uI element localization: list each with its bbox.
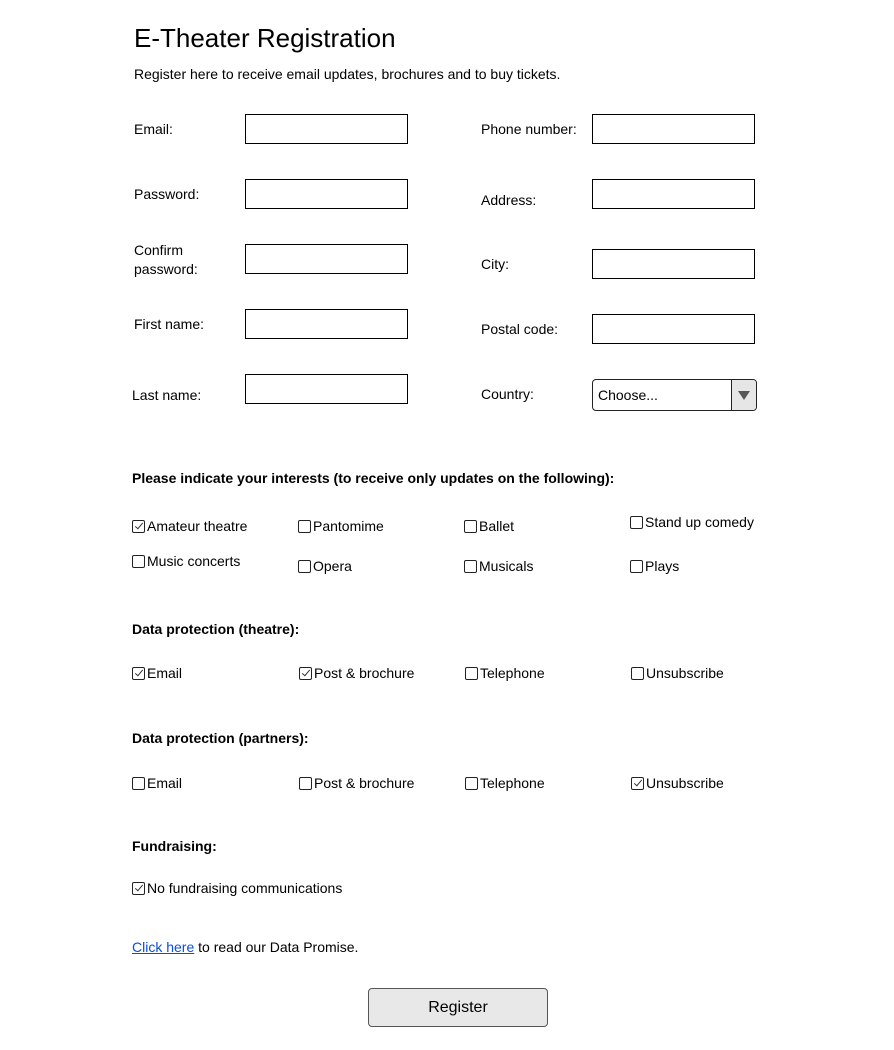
- data-promise-text: [132, 939, 358, 956]
- fundraising-heading: Fundraising:: [132, 838, 217, 854]
- last-name-field[interactable]: [245, 374, 408, 404]
- checkbox-label: No fundraising communications: [147, 880, 343, 896]
- checkbox-box[interactable]: [630, 560, 643, 573]
- password-label: Password:: [134, 186, 200, 202]
- interests-heading: Please indicate your interests (to receive only updates on the following):: [132, 470, 615, 486]
- confirm-password-label: Confirm password:: [134, 242, 198, 277]
- checkbox-label: Email: [147, 665, 183, 681]
- postal-code-label: Postal code:: [481, 321, 559, 337]
- checkbox-label: Opera: [313, 558, 352, 574]
- country-label: Country:: [481, 386, 534, 402]
- page-title: E-Theater Registration: [134, 23, 396, 53]
- interests-checkbox-1[interactable]: [298, 518, 384, 535]
- interests-checkbox-0[interactable]: [132, 518, 247, 535]
- checkbox-box[interactable]: [132, 520, 145, 533]
- checkbox-label: Telephone: [480, 665, 545, 681]
- checkbox-box[interactable]: [299, 667, 312, 680]
- confirm-password-field[interactable]: [245, 244, 408, 274]
- email-label: Email:: [134, 121, 173, 137]
- checkbox-label: Music concerts: [147, 553, 241, 569]
- checkbox-box[interactable]: [132, 667, 145, 680]
- checkbox-label: Unsubscribe: [646, 665, 724, 681]
- interests-checkbox-4[interactable]: [132, 553, 240, 570]
- fundraising-checkbox-0[interactable]: [132, 880, 342, 897]
- interests-checkbox-5[interactable]: [298, 558, 352, 575]
- address-field[interactable]: [592, 179, 755, 209]
- checkbox-label: Email: [147, 775, 183, 791]
- checkbox-label: Amateur theatre: [147, 518, 248, 534]
- address-label: Address:: [481, 192, 537, 208]
- data-protection-partners-heading: Data protection (partners):: [132, 730, 309, 746]
- data-protection-theatre-heading: Data protection (theatre):: [132, 621, 300, 637]
- checkbox-box[interactable]: [631, 667, 644, 680]
- checkbox-label: Plays: [645, 558, 680, 574]
- checkbox-box[interactable]: [299, 777, 312, 790]
- checkbox-box[interactable]: [298, 560, 311, 573]
- data-promise-link[interactable]: Click here: [132, 939, 195, 955]
- data-protection-theatre-checkbox-3[interactable]: [631, 665, 724, 682]
- checkbox-box[interactable]: [465, 667, 478, 680]
- checkbox-box[interactable]: [132, 555, 145, 568]
- checkbox-label: Post & brochure: [314, 775, 415, 791]
- data-protection-partners-checkbox-3[interactable]: [631, 775, 724, 792]
- checkbox-label: Stand up comedy: [645, 514, 754, 530]
- checkbox-box[interactable]: [298, 520, 311, 533]
- country-select[interactable]: [592, 379, 757, 411]
- checkbox-label: Unsubscribe: [646, 775, 724, 791]
- page-subtitle: Register here to receive email updates, brochures and to buy tickets.: [134, 66, 561, 82]
- data-promise-suffix: to read our Data Promise.: [198, 939, 359, 955]
- city-field[interactable]: [592, 249, 755, 279]
- checkbox-box[interactable]: [465, 777, 478, 790]
- email-field[interactable]: [245, 114, 408, 144]
- first-name-label: First name:: [134, 316, 205, 332]
- checkbox-box[interactable]: [631, 777, 644, 790]
- phone-number-field[interactable]: [592, 114, 755, 144]
- data-protection-theatre-checkbox-2[interactable]: [465, 665, 545, 682]
- data-protection-partners-checkbox-1[interactable]: [299, 775, 414, 792]
- city-label: City:: [481, 256, 509, 272]
- checkbox-box[interactable]: [464, 560, 477, 573]
- data-protection-theatre-checkbox-0[interactable]: [132, 665, 182, 682]
- data-protection-partners-checkbox-0[interactable]: [132, 775, 182, 792]
- password-field[interactable]: [245, 179, 408, 209]
- checkbox-label: Pantomime: [313, 518, 384, 534]
- phone-number-label: Phone number:: [481, 121, 577, 137]
- country-select-value: Choose...: [598, 387, 658, 403]
- checkbox-label: Musicals: [479, 558, 534, 574]
- last-name-label: Last name:: [132, 387, 202, 403]
- interests-checkbox-6[interactable]: [464, 558, 533, 575]
- data-protection-partners-checkbox-2[interactable]: [465, 775, 545, 792]
- checkbox-box[interactable]: [464, 520, 477, 533]
- checkbox-box[interactable]: [630, 516, 643, 529]
- interests-checkbox-2[interactable]: [464, 518, 514, 535]
- checkbox-box[interactable]: [132, 882, 145, 895]
- register-button[interactable]: Register: [368, 988, 548, 1027]
- checkbox-label: Post & brochure: [314, 665, 415, 681]
- postal-code-field[interactable]: [592, 314, 755, 344]
- checkbox-box[interactable]: [132, 777, 145, 790]
- country-select-toggle[interactable]: [731, 380, 756, 410]
- interests-checkbox-7[interactable]: [630, 558, 679, 575]
- first-name-field[interactable]: [245, 309, 408, 339]
- checkbox-label: Telephone: [480, 775, 545, 791]
- chevron-down-icon: [738, 391, 750, 400]
- interests-checkbox-3[interactable]: [630, 514, 754, 531]
- data-protection-theatre-checkbox-1[interactable]: [299, 665, 414, 682]
- checkbox-label: Ballet: [479, 518, 515, 534]
